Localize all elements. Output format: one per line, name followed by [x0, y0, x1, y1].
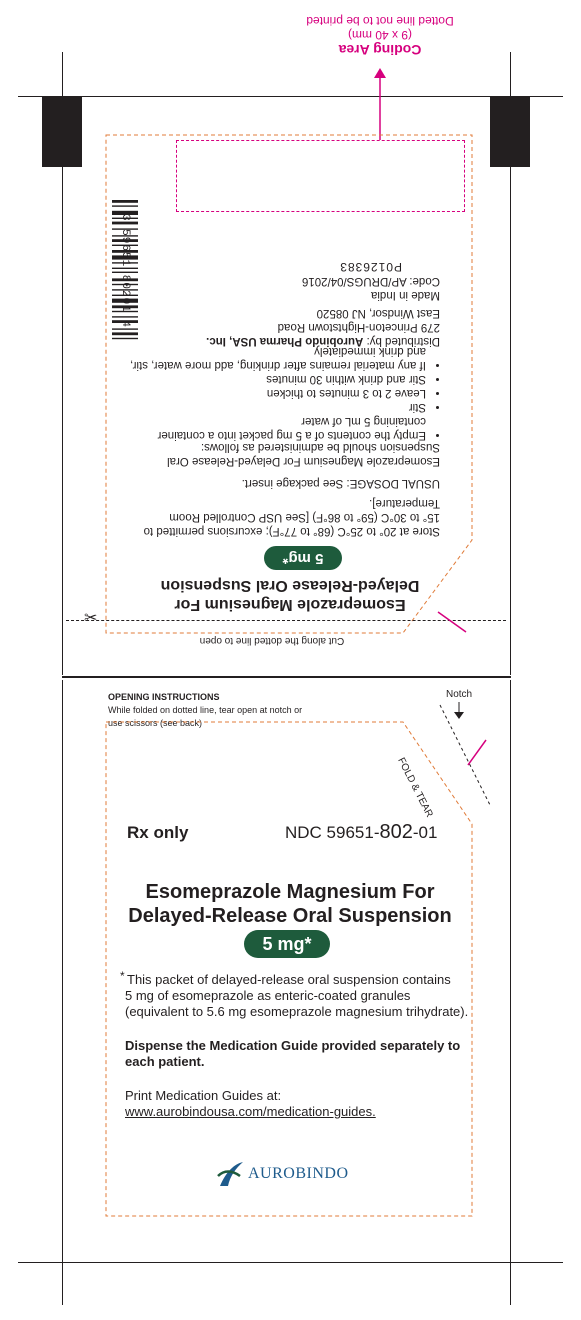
step-item: • Stir and drink within 30 minutes	[126, 372, 426, 386]
footnote-line1: This packet of delayed-release oral suspension contains	[127, 972, 451, 987]
address-line2: East Windsor, NJ 08520	[316, 307, 440, 319]
bottom-strength-badge	[244, 930, 334, 958]
bottom-product-name	[110, 880, 470, 928]
bottom-name-line2: Delayed-Release Oral Suspension	[128, 905, 452, 927]
opening-line2: use scissors (see back)	[108, 718, 203, 728]
middle-fold-line	[62, 676, 511, 678]
top-product-name	[120, 576, 460, 614]
top-strength-badge	[262, 546, 342, 570]
aurobindo-logo-icon	[216, 1158, 246, 1190]
barcode-digits: 3 59651 80201 4	[119, 213, 131, 329]
dispense-line1: Dispense the Medication Guide provided separately to	[125, 1038, 461, 1053]
code-line: Code: AP/DRUGS/04/2016	[301, 275, 440, 287]
top-name-line1: Esomeprazole Magnesium For	[174, 596, 406, 613]
top-panel	[100, 130, 480, 650]
print-url[interactable]: www.aurobindousa.com/medication-guides.	[125, 1104, 376, 1119]
right-trim-line-bottom	[510, 680, 511, 1305]
registration-block-left	[42, 97, 82, 167]
made-in: Made in India	[370, 289, 440, 301]
notch-label: Notch	[446, 689, 473, 700]
distributed-by: Distributed by: Aurobindo Pharma USA, Inc.	[206, 335, 440, 347]
lot-code: P0126383	[339, 260, 402, 274]
footnote-mark: *	[120, 969, 125, 983]
bottom-trim-line	[18, 1262, 563, 1263]
bottom-name-line1: Esomeprazole Magnesium For	[145, 881, 435, 903]
print-guides	[125, 1088, 475, 1120]
step-item: • Leave 2 to 3 minutes to thicken	[126, 386, 426, 400]
left-trim-line-bottom	[62, 680, 63, 1305]
footnote	[120, 969, 470, 1020]
top-trim-line	[18, 96, 563, 97]
registration-block-right	[490, 97, 530, 167]
footnote-line2: 5 mg of esomeprazole as enteric-coated granules	[125, 988, 411, 1003]
aurobindo-logo	[216, 1158, 376, 1190]
footnote-line3: (equivalent to 5.6 mg esomeprazole magnesium trihydrate).	[125, 1004, 469, 1019]
opening-line1: While folded on dotted line, tear open at notch or	[108, 705, 303, 715]
admin-intro: Esomeprazole Magnesium For Delayed-Release Oral Suspension should be administered as follows:	[167, 441, 440, 467]
scissors-icon: ✂	[84, 610, 98, 627]
coding-note: Dotted line not to be printed	[306, 14, 454, 28]
opening-title: OPENING INSTRUCTIONS	[108, 692, 220, 702]
top-name-line2: Delayed-Release Oral Suspension	[160, 577, 420, 594]
coding-size: (9 x 40 mm)	[348, 28, 413, 42]
top-strength: 5 mg*	[264, 546, 342, 570]
step-item: • If any material remains after drinking, add more water, stir, and drink immediately	[126, 344, 426, 372]
step-item: • Empty the contents of a 5 mg packet into a container containing 5 mL of water	[126, 414, 426, 442]
admin-steps	[126, 344, 440, 442]
distributor-block	[140, 274, 440, 348]
brand-name: AUROBINDO	[248, 1165, 349, 1182]
coding-area-label	[290, 14, 470, 58]
print-line1: Print Medication Guides at:	[125, 1088, 282, 1103]
cut-mark	[436, 600, 472, 636]
rx-only: Rx only	[127, 823, 189, 842]
bottom-panel-outline	[100, 716, 480, 1221]
usual-dosage: USUAL DOSAGE: See package insert.	[241, 477, 440, 489]
step-item: • Stir	[126, 400, 426, 414]
cut-line-label: Cut along the dotted line to open	[199, 635, 345, 646]
bottom-strength: 5 mg*	[244, 930, 330, 958]
dispense-line2: each patient.	[125, 1054, 205, 1069]
dispense-note	[125, 1038, 475, 1070]
address-line1: 279 Princeton-Hightstown Road	[277, 321, 440, 333]
ndc-number: NDC 59651-802-01	[285, 821, 438, 843]
storage-text: Store at 20° to 25°C (68° to 77°F); excursions permitted to 15° to 30°C (59° to 86°F) [See USP Controlled Room Temperature].	[143, 497, 440, 537]
coding-title: Coding Area	[338, 42, 422, 58]
fold-tear-label: FOLD & TEAR	[395, 756, 435, 820]
